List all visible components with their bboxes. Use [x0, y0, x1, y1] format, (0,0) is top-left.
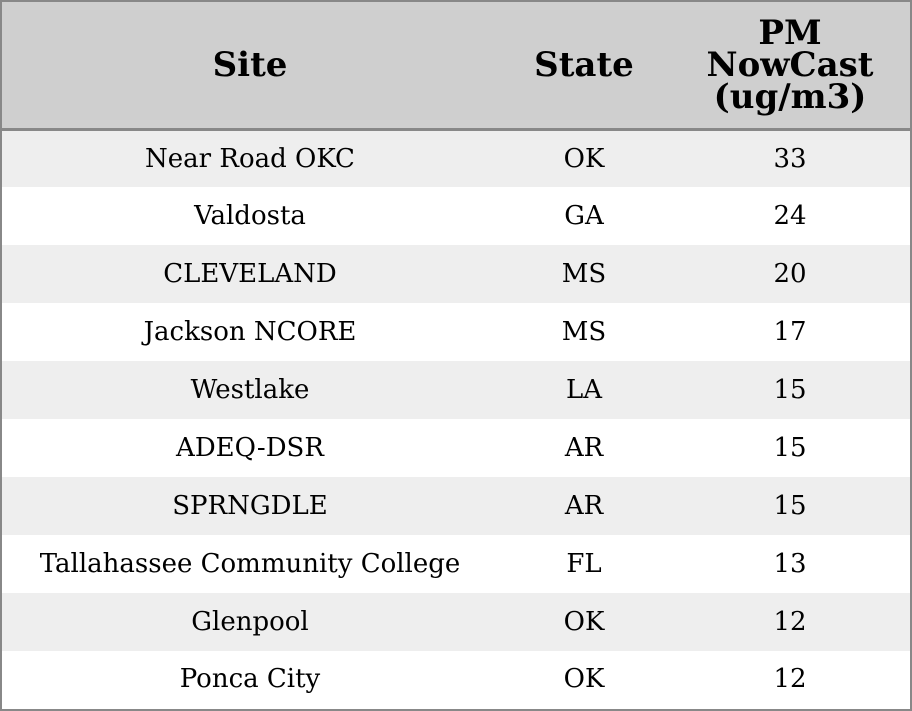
header-pm-line-3: (ug/m3) [713, 76, 867, 117]
table-row [2, 129, 910, 187]
pm-value-cell: 15 [670, 361, 910, 419]
site-cell: Tallahassee Community College [2, 535, 498, 593]
state-cell: OK [498, 129, 670, 187]
site-cell: Near Road OKC [2, 129, 498, 187]
table-row [2, 593, 910, 651]
table-row [2, 477, 910, 535]
header-state: State [498, 2, 670, 129]
pm-value-cell: 33 [670, 129, 910, 187]
state-cell: AR [498, 477, 670, 535]
table-row [2, 303, 910, 361]
pm-value-cell: 15 [670, 419, 910, 477]
table-row [2, 187, 910, 245]
state-cell: FL [498, 535, 670, 593]
site-cell: SPRNGDLE [2, 477, 498, 535]
site-cell: CLEVELAND [2, 245, 498, 303]
site-cell: Westlake [2, 361, 498, 419]
pm-value-cell: 12 [670, 593, 910, 651]
table-row [2, 245, 910, 303]
state-cell: OK [498, 651, 670, 707]
header-pm-line-1: PM [758, 12, 822, 53]
site-cell: Glenpool [2, 593, 498, 651]
table-header-row [2, 2, 910, 129]
pm-value-cell: 12 [670, 651, 910, 707]
table-row [2, 361, 910, 419]
table-row [2, 651, 910, 707]
pm-nowcast-table [2, 2, 910, 707]
pm-value-cell: 15 [670, 477, 910, 535]
header-pm-line-2: NowCast [706, 44, 874, 85]
site-cell: Jackson NCORE [2, 303, 498, 361]
table-row [2, 419, 910, 477]
state-cell: GA [498, 187, 670, 245]
pm-value-cell: 24 [670, 187, 910, 245]
site-cell: Valdosta [2, 187, 498, 245]
pm-value-cell: 17 [670, 303, 910, 361]
pm-value-cell: 13 [670, 535, 910, 593]
state-cell: LA [498, 361, 670, 419]
pm-value-cell: 20 [670, 245, 910, 303]
state-cell: AR [498, 419, 670, 477]
table-body [2, 129, 910, 707]
site-cell: ADEQ-DSR [2, 419, 498, 477]
state-cell: MS [498, 303, 670, 361]
state-cell: OK [498, 593, 670, 651]
site-cell: Ponca City [2, 651, 498, 707]
table-row [2, 535, 910, 593]
header-site: Site [2, 2, 498, 129]
header-pm-nowcast [670, 2, 910, 129]
state-cell: MS [498, 245, 670, 303]
